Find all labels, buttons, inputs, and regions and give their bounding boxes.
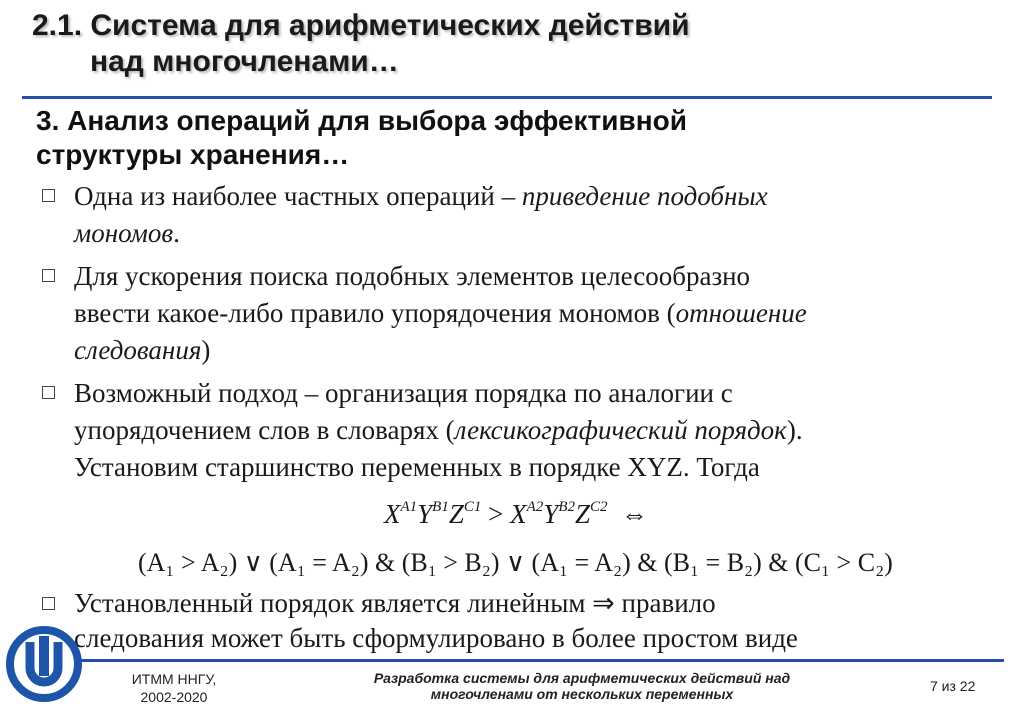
formula-var: X	[510, 499, 527, 529]
lexicographic-condition-formula: (A₁ > A₂) ∨ (A₁ = A₂) & (B₁ > B₂) ∨ (A₁ = A₂) & (B₁ = B₂) & (C₁ > C₂)	[138, 548, 893, 577]
bullet-inner	[36, 586, 936, 656]
bullet-text: .	[173, 218, 180, 248]
bullet-line	[74, 215, 936, 252]
formula-exp: B2	[558, 499, 575, 515]
bullet-item	[36, 258, 936, 369]
footer-course-line-2: многочленами от нескольких переменных	[430, 686, 734, 702]
footer-rule	[76, 659, 1004, 662]
bullet-emphasis: приведение подобных	[521, 181, 768, 211]
bullet-item	[36, 178, 936, 252]
formula-var: X	[383, 499, 401, 529]
bullet-line	[74, 412, 936, 449]
footer-org-name: ИТММ ННГУ,	[131, 671, 217, 687]
bullet-item	[36, 375, 936, 486]
formula-var: Y	[417, 499, 433, 529]
formula-var: Z	[448, 499, 464, 529]
bullet-line	[74, 295, 936, 332]
page-number: 7 из 22	[930, 678, 976, 694]
bullet-line: Установленный порядок является линейным ⇒ правило	[74, 588, 716, 618]
monomial-order-formula	[36, 490, 936, 531]
title-underline	[22, 96, 992, 99]
bullet-line: Для ускорения поиска подобных элементов целесообразно	[74, 261, 751, 291]
bullet-line	[74, 332, 936, 369]
bullet-text: упорядочением слов в словарях (	[74, 415, 455, 445]
bullet-box-icon	[42, 386, 55, 399]
bullet-text: ).	[786, 415, 803, 445]
footer-course-title	[322, 670, 842, 702]
bullet-emphasis: следования	[74, 335, 202, 365]
formula-operator: ⇔	[621, 499, 649, 529]
section-heading-line-1: 3. Анализ операций для выбора эффективной	[36, 105, 687, 136]
formula-exp: B1	[432, 499, 449, 515]
slide-body	[36, 178, 936, 531]
section-heading-line-2: структуры хранения…	[36, 139, 350, 170]
formula-var: Z	[574, 499, 591, 529]
university-logo-icon	[6, 626, 82, 702]
bullet-line: Установим старшинство переменных в порядке XYZ. Тогда	[74, 452, 760, 482]
footer-course-line-1: Разработка системы для арифметических действий над	[373, 670, 791, 686]
section-heading	[36, 104, 687, 172]
bullet-box-icon	[42, 189, 55, 202]
bullet-line: следования может быть сформулировано в более простом виде	[74, 623, 798, 653]
bullet-text: )	[201, 335, 211, 365]
bullet-line	[74, 178, 936, 215]
formula-exp: C2	[590, 499, 608, 515]
bullet-item	[36, 586, 936, 656]
bullet-text: Одна из наиболее частных операций –	[74, 181, 522, 211]
formula-exp: A1	[400, 499, 418, 515]
title-line-2: над многочленами…	[90, 45, 399, 78]
bullet-box-icon	[42, 597, 55, 610]
bullet-box-icon	[42, 269, 55, 282]
bullet-emphasis: отношение	[675, 298, 807, 328]
formula-operator: >	[481, 499, 511, 529]
slide-title	[32, 8, 690, 80]
formula-exp: A2	[526, 499, 544, 515]
title-line-1: 2.1. Система для арифметических действий	[32, 9, 690, 42]
formula-var: Y	[543, 499, 559, 529]
footer-years: 2002-2020	[140, 689, 208, 705]
bullet-emphasis: мономов	[74, 218, 174, 248]
bullet-line: Возможный подход – организация порядка по аналогии с	[74, 378, 733, 408]
footer-organization	[104, 670, 244, 706]
bullet-text: ввести какое-либо правило упорядочения мономов (	[74, 298, 676, 328]
bullet-emphasis: лексикографический порядок	[454, 415, 787, 445]
formula-exp: C1	[463, 499, 482, 515]
